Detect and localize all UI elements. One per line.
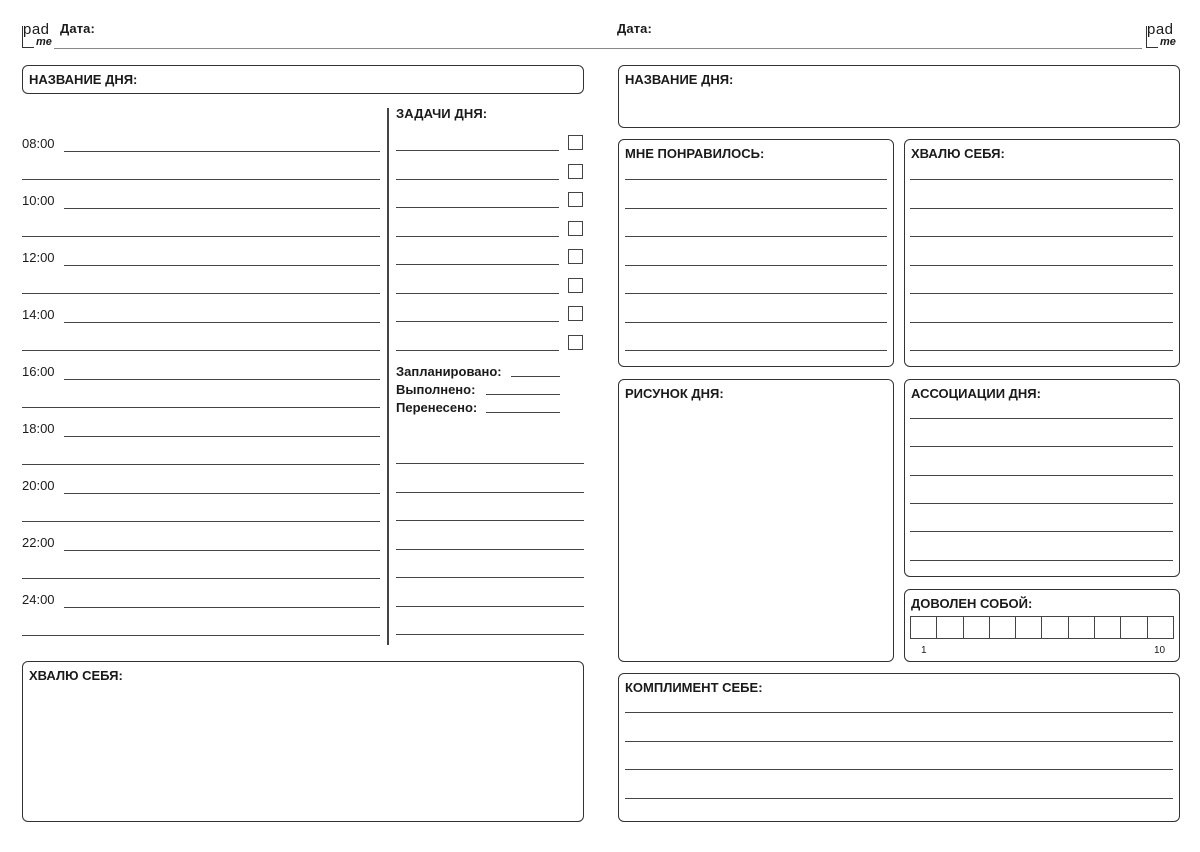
scale-cell[interactable] xyxy=(1148,617,1173,638)
schedule-half-line[interactable] xyxy=(22,179,380,180)
logo-pad-text: pad xyxy=(23,21,50,38)
schedule-divider xyxy=(387,108,389,645)
satisfaction-scale[interactable] xyxy=(910,616,1174,639)
liked-line[interactable] xyxy=(625,179,887,180)
compliment-box[interactable] xyxy=(618,673,1180,822)
task-line[interactable] xyxy=(396,264,559,265)
liked-line[interactable] xyxy=(625,293,887,294)
planned-field[interactable] xyxy=(511,376,560,377)
right-praise-label: ХВАЛЮ СЕБЯ: xyxy=(911,146,1005,161)
scale-cell[interactable] xyxy=(1042,617,1068,638)
liked-box[interactable] xyxy=(618,139,894,367)
note-line[interactable] xyxy=(396,577,584,578)
task-checkbox[interactable] xyxy=(568,192,583,207)
left-date-label: Дата: xyxy=(60,21,95,36)
schedule-line[interactable] xyxy=(64,151,380,152)
scale-cell[interactable] xyxy=(990,617,1016,638)
logo-me-text: me xyxy=(1160,36,1176,48)
scale-min-label: 1 xyxy=(921,645,927,656)
task-line[interactable] xyxy=(396,350,559,351)
note-line[interactable] xyxy=(396,634,584,635)
time-label: 12:00 xyxy=(22,250,55,265)
task-line[interactable] xyxy=(396,179,559,180)
planned-label: Запланировано: xyxy=(396,364,502,379)
task-checkbox[interactable] xyxy=(568,135,583,150)
liked-line[interactable] xyxy=(625,322,887,323)
liked-line[interactable] xyxy=(625,350,887,351)
praise-line[interactable] xyxy=(910,236,1173,237)
scale-cell[interactable] xyxy=(964,617,990,638)
tasks-label: ЗАДАЧИ ДНЯ: xyxy=(396,106,488,121)
task-checkbox[interactable] xyxy=(568,335,583,350)
schedule-half-line[interactable] xyxy=(22,350,380,351)
task-line[interactable] xyxy=(396,207,559,208)
time-label: 16:00 xyxy=(22,364,55,379)
schedule-half-line[interactable] xyxy=(22,407,380,408)
praise-line[interactable] xyxy=(910,322,1173,323)
padme-logo-right xyxy=(1146,22,1182,52)
schedule-line[interactable] xyxy=(64,493,380,494)
task-line[interactable] xyxy=(396,321,559,322)
liked-line[interactable] xyxy=(625,265,887,266)
task-checkbox[interactable] xyxy=(568,278,583,293)
association-line[interactable] xyxy=(910,475,1173,476)
praise-line[interactable] xyxy=(910,208,1173,209)
logo-me-text: me xyxy=(36,36,52,48)
schedule-half-line[interactable] xyxy=(22,578,380,579)
scale-max-label: 10 xyxy=(1154,645,1166,656)
compliment-line[interactable] xyxy=(625,741,1173,742)
task-checkbox[interactable] xyxy=(568,249,583,264)
time-label: 14:00 xyxy=(22,307,55,322)
right-praise-box[interactable] xyxy=(904,139,1180,367)
task-checkbox[interactable] xyxy=(568,221,583,236)
note-line[interactable] xyxy=(396,492,584,493)
logo-pad-text: pad xyxy=(1147,21,1174,38)
scale-cell[interactable] xyxy=(1095,617,1121,638)
drawing-box[interactable] xyxy=(618,379,894,662)
praise-line[interactable] xyxy=(910,179,1173,180)
header-rule xyxy=(54,48,1142,49)
task-line[interactable] xyxy=(396,293,559,294)
schedule-line[interactable] xyxy=(64,265,380,266)
schedule-half-line[interactable] xyxy=(22,635,380,636)
note-line[interactable] xyxy=(396,606,584,607)
padme-logo-left xyxy=(22,22,58,52)
schedule-half-line[interactable] xyxy=(22,236,380,237)
association-line[interactable] xyxy=(910,446,1173,447)
compliment-line[interactable] xyxy=(625,712,1173,713)
time-label: 22:00 xyxy=(22,535,55,550)
schedule-half-line[interactable] xyxy=(22,293,380,294)
note-line[interactable] xyxy=(396,549,584,550)
scale-cell[interactable] xyxy=(911,617,937,638)
schedule-line[interactable] xyxy=(64,550,380,551)
praise-line[interactable] xyxy=(910,350,1173,351)
liked-label: МНЕ ПОНРАВИЛОСЬ: xyxy=(625,146,765,161)
time-label: 10:00 xyxy=(22,193,55,208)
done-field[interactable] xyxy=(486,394,560,395)
associations-label: АССОЦИАЦИИ ДНЯ: xyxy=(911,386,1041,401)
association-line[interactable] xyxy=(910,503,1173,504)
moved-field[interactable] xyxy=(486,412,560,413)
compliment-line[interactable] xyxy=(625,769,1173,770)
scale-cell[interactable] xyxy=(1121,617,1147,638)
scale-cell[interactable] xyxy=(937,617,963,638)
left-day-name-label: НАЗВАНИЕ ДНЯ: xyxy=(29,72,138,87)
right-date-label: Дата: xyxy=(617,21,652,36)
praise-line[interactable] xyxy=(910,293,1173,294)
scale-cell[interactable] xyxy=(1069,617,1095,638)
schedule-line[interactable] xyxy=(64,208,380,209)
done-label: Выполнено: xyxy=(396,382,476,397)
left-praise-box[interactable] xyxy=(22,661,584,822)
association-line[interactable] xyxy=(910,418,1173,419)
drawing-label: РИСУНОК ДНЯ: xyxy=(625,386,724,401)
task-checkbox[interactable] xyxy=(568,164,583,179)
scale-cell[interactable] xyxy=(1016,617,1042,638)
liked-line[interactable] xyxy=(625,208,887,209)
liked-line[interactable] xyxy=(625,236,887,237)
time-label: 08:00 xyxy=(22,136,55,151)
moved-label: Перенесено: xyxy=(396,400,478,415)
schedule-line[interactable] xyxy=(64,436,380,437)
task-checkbox[interactable] xyxy=(568,306,583,321)
task-line[interactable] xyxy=(396,236,559,237)
left-day-name-box[interactable] xyxy=(22,65,584,94)
associations-box[interactable] xyxy=(904,379,1180,577)
satisfied-label: ДОВОЛЕН СОБОЙ: xyxy=(911,596,1033,611)
schedule-line[interactable] xyxy=(64,607,380,608)
schedule-line[interactable] xyxy=(64,322,380,323)
praise-line[interactable] xyxy=(910,265,1173,266)
left-praise-label: ХВАЛЮ СЕБЯ: xyxy=(29,668,123,683)
time-label: 24:00 xyxy=(22,592,55,607)
association-line[interactable] xyxy=(910,560,1173,561)
schedule-half-line[interactable] xyxy=(22,521,380,522)
schedule-half-line[interactable] xyxy=(22,464,380,465)
task-line[interactable] xyxy=(396,150,559,151)
note-line[interactable] xyxy=(396,463,584,464)
compliment-line[interactable] xyxy=(625,798,1173,799)
note-line[interactable] xyxy=(396,520,584,521)
right-day-name-label: НАЗВАНИЕ ДНЯ: xyxy=(625,72,734,87)
right-day-name-box[interactable] xyxy=(618,65,1180,128)
time-label: 20:00 xyxy=(22,478,55,493)
schedule-line[interactable] xyxy=(64,379,380,380)
time-label: 18:00 xyxy=(22,421,55,436)
compliment-label: КОМПЛИМЕНТ СЕБЕ: xyxy=(625,680,763,695)
association-line[interactable] xyxy=(910,531,1173,532)
